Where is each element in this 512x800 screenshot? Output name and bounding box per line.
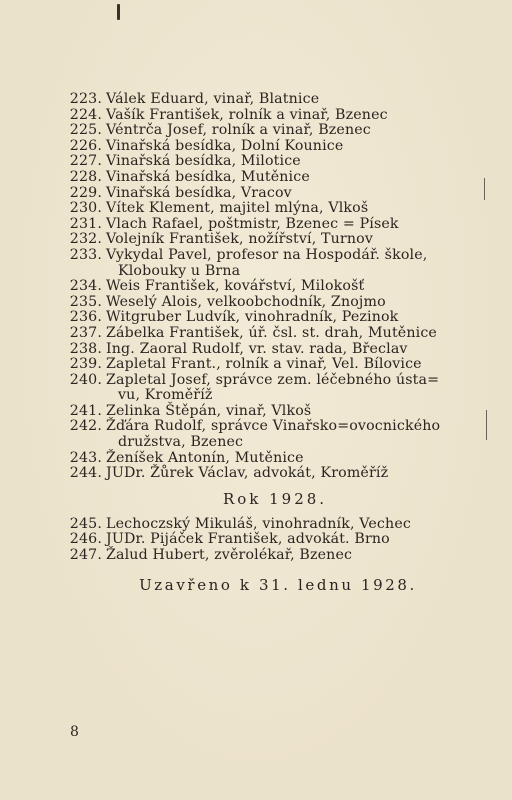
list-entry: [60, 279, 480, 295]
entry-number: 237.: [69, 324, 102, 341]
entry-text-block: [106, 310, 480, 326]
entry-text-block: [106, 548, 480, 564]
list-entry: [60, 186, 480, 202]
entry-number: 240.: [69, 371, 102, 388]
page-number: 8: [70, 724, 79, 740]
entry-text-continued: vu, Kroměříž: [118, 387, 213, 404]
list-entry: [60, 170, 480, 186]
entry-number: 230.: [69, 200, 102, 217]
entry-number: 246.: [69, 531, 102, 548]
entry-text: Weselý Alois, velkoobchodník, Znojmo: [106, 293, 386, 310]
list-entry: [60, 373, 480, 404]
list-entry: [60, 357, 480, 373]
entry-text: Válek Eduard, vinař, Blatnice: [106, 91, 320, 107]
entry-text: Vítek Klement, majitel mlýna, Vlkoš: [106, 200, 369, 217]
list-entry: [60, 310, 480, 326]
entry-number: 224.: [69, 106, 102, 123]
margin-mark: [484, 178, 485, 200]
entry-text: Žalud Hubert, zvěrolékař, Bzenec: [106, 547, 353, 564]
entry-text-continued: Klobouky u Brna: [118, 262, 241, 279]
entry-text-continued: družstva, Bzenec: [118, 434, 244, 451]
entry-number: 227.: [69, 153, 102, 170]
list-entry: [60, 232, 480, 248]
entry-text: JUDr. Žůrek Václav, advokát, Kroměříž: [106, 465, 389, 482]
list-entry: [60, 201, 480, 217]
entry-number: 228.: [69, 168, 102, 185]
entry-text-block: [106, 466, 480, 482]
list-entry: [60, 451, 480, 467]
entry-number: 233.: [69, 246, 102, 263]
entry-text-block: [106, 201, 480, 217]
entry-text-block: [106, 419, 480, 450]
entries-1927: [60, 92, 480, 482]
entry-text-block: [106, 92, 480, 108]
entry-text: Véntrča Josef, rolník a vinař, Bzenec: [106, 122, 371, 139]
list-entry: [60, 92, 480, 108]
entry-text-block: [106, 154, 480, 170]
entry-number: 226.: [69, 137, 102, 154]
entry-text-block: [106, 357, 480, 373]
entry-text: Žďára Rudolf, správce Vinařsko=ovocnického: [106, 418, 441, 435]
list-entry: [60, 123, 480, 139]
entry-number: 244.: [69, 465, 102, 482]
entry-text-block: [106, 295, 480, 311]
entry-text-block: [106, 451, 480, 467]
entry-number: 235.: [69, 293, 102, 310]
entry-text-block: [106, 186, 480, 202]
entry-text: Vinařská besídka, Dolní Kounice: [106, 137, 344, 154]
ink-mark: [117, 4, 120, 20]
list-entry: [60, 532, 480, 548]
list-entry: [60, 419, 480, 450]
entry-number: 236.: [69, 309, 102, 326]
entry-text-block: [106, 279, 480, 295]
entry-text: Lechoczský Mikuláš, vinohradník, Vechec: [106, 515, 411, 532]
entry-text: Vašík František, rolník a vinař, Bzenec: [106, 106, 388, 123]
entry-text-block: [106, 108, 480, 124]
entry-text-block: [106, 232, 480, 248]
entry-number: 242.: [69, 418, 102, 435]
list-entry: [60, 548, 480, 564]
entry-number: 231.: [69, 215, 102, 232]
entry-text: Weis František, kovářství, Milokošť: [106, 278, 365, 295]
entry-number: 247.: [69, 547, 102, 564]
list-entry: [60, 342, 480, 358]
list-entry: [60, 295, 480, 311]
entry-number: 234.: [69, 278, 102, 295]
margin-mark: [486, 410, 487, 440]
entry-text: Vinařská besídka, Vracov: [106, 184, 292, 201]
entry-text: Zapletal Josef, správce zem. léčebného ústa=: [106, 371, 440, 388]
entry-number: 223.: [69, 91, 102, 107]
entry-number: 239.: [69, 356, 102, 373]
entry-text: Zábelka František, úř. čsl. st. drah, Mutěnice: [106, 324, 437, 341]
entry-text: Witgruber Ludvík, vinohradník, Pezinok: [106, 309, 399, 326]
list-entry: [60, 108, 480, 124]
entry-text: Vinařská besídka, Mutěnice: [106, 168, 310, 185]
entry-text-block: [106, 217, 480, 233]
entry-text: Volejník František, nožířství, Turnov: [106, 231, 374, 248]
entry-text-block: [106, 139, 480, 155]
entry-text: Zelinka Štěpán, vinař, Vlkoš: [106, 402, 312, 419]
entry-text-block: [106, 373, 480, 404]
entry-text: Ing. Zaoral Rudolf, vr. stav. rada, Břeclav: [106, 340, 408, 357]
entry-text: Vykydal Pavel, profesor na Hospodář. škole,: [106, 246, 428, 263]
list-entry: [60, 326, 480, 342]
entry-text-block: [106, 532, 480, 548]
closing-note: Uzavřeno k 31. lednu 1928.: [139, 575, 417, 594]
list-entry: [60, 217, 480, 233]
entry-number: 225.: [69, 122, 102, 139]
entry-number: 232.: [69, 231, 102, 248]
entry-text: Vlach Rafael, poštmistr, Bzenec = Písek: [106, 215, 399, 232]
entry-number: 245.: [69, 515, 102, 532]
entry-text: Zapletal Frant., rolník a vinař, Vel. Bílovice: [106, 356, 422, 373]
entry-text-block: [106, 123, 480, 139]
entry-number: 241.: [69, 402, 102, 419]
entry-text: Ženíšek Antonín, Mutěnice: [106, 449, 304, 466]
year-heading: Rok 1928.: [222, 489, 328, 508]
member-list: [60, 92, 480, 594]
entry-text-block: [106, 248, 480, 279]
entry-text: Vinařská besídka, Milotice: [106, 153, 301, 170]
list-entry: [60, 248, 480, 279]
entry-text: JUDr. Pijáček František, advokát. Brno: [106, 531, 390, 548]
entry-text-block: [106, 170, 480, 186]
list-entry: [60, 139, 480, 155]
entry-text-block: [106, 342, 480, 358]
entry-number: 238.: [69, 340, 102, 357]
entry-text-block: [106, 326, 480, 342]
entries-1928: [60, 517, 480, 564]
list-entry: [60, 466, 480, 482]
entry-number: 243.: [69, 449, 102, 466]
list-entry: [60, 154, 480, 170]
entry-number: 229.: [69, 184, 102, 201]
